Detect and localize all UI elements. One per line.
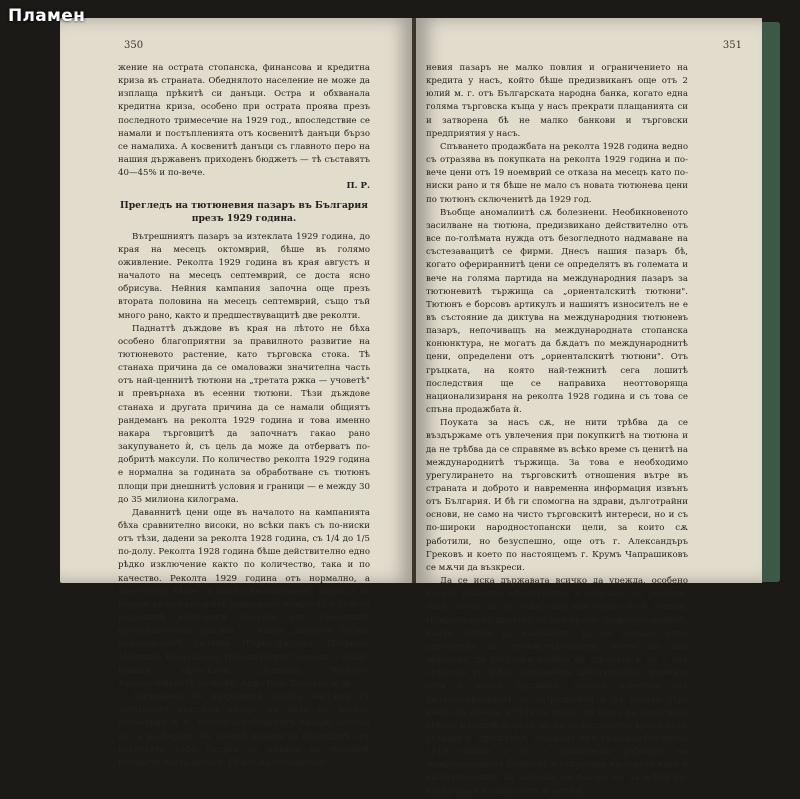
signature: П. Р. [346,181,370,192]
paragraph: невия пазаръ не малко повлия и ограничението на кредита у насъ, който бѣше предизвиканъ още отъ 2 юлий м. г. отъ Българската народна банка, когато една голяма търговска къща у насъ прекрати плащанията си и затворена бѣ не малко банкови и търговски предприятия у насъ. [426,63,688,139]
paragraph: Въобще аномалиитѣ сѫ болезнени. Необикновеното засилване на тютюна, предизвикано действително отъ все по-голѣмата нужда отъ безогледното надмаване на състезаващитѣ се фирми. Днесъ нашия пазаръ бѣ, когато оферираннитѣ цени се определятъ въ големата и вече на голяма партида на международния пазаръ за тютюневитѣ тържища са „ориенталскитѣ тютюни". Тютюнъ е борсовъ артикулъ и нашиятъ износителъ не е въ състояние да диктува на международния тютюневъ пазаръ, непочиващъ на международната стопанска конюнктура, не могатъ да бѫдатъ по международнитѣ цени, определени отъ „ориенталскитѣ тютюни". Отъ гръцката, на която най-тежнитѣ сега лошитѣ последствия ще се направиха неоттоворяща национализираня на реколта 1928 година и съ това се спъна продажбата ѝ. [426,207,688,416]
left-page-number: 350 [124,40,144,51]
left-page [60,18,414,768]
intro-paragraph: жение на острата стопанска, финансова и кредитна криза въ страната. Обеднялото население не може да изплаща прѣкитѣ си данъци. Остра и обхванала кредитна криза, особено при острата проява презъ последното тримесечие на 1929 год., впоследствие се намали и постъпленията отъ косвенитѣ данъци бързо се намалиха. А косвенитѣ данъци съ главното перо на нашия държавенъ приходенъ бюджетъ — тѣ съставятъ 40—45% и по-вече. [118,63,370,179]
paragraph: Поуката за насъ сѫ, не нити трѣбва да се въздържаме отъ увлечения при покупкитѣ на тютюна и да не трѣбва да се справяме въ всѣко време съ ценитѣ на международнитѣ тържища. За това е необходимо урегулирането на търговскитѣ отношения вътре въ страната и доброто и навременна информация извънъ отъ България. И бѣ ги спомогна на здрави, дълготрайни основи, не само на чисто търговскитѣ интереси, но и съ по-широки народностопански цели, за които сѫ работили, но безуспешно, още отъ г. Александъръ Грековъ и което по настоящемъ г. Крумъ Чапрашиковъ се мѫчи да възкреси. [426,418,688,573]
right-text-column [426,62,688,799]
paragraph: Затягането на вътрешния пазаръ настѫпи съ затягането външния пазаръ въ края на месецъ октомврий м. г., когато европейскитѣ пазари можеха да се разбератъ, че ценитѣ дадени за партидитѣ отъ реколтата 1928 година се видяха на чуждитѣ купувачи доста високи. При това положение [118,692,370,768]
left-text-column [118,62,370,770]
article-heading: Прегледъ на тютюневия пазаръ въ България презъ 1929 година. [120,199,368,224]
username-label: Пламен [8,6,86,26]
right-page [416,18,762,797]
right-page-number: 351 [722,40,742,51]
paragraph: Вътрешниятъ пазаръ за изтеклата 1929 година, до края на месецъ октомврий, бѣше въ голямо оживление. Реколта 1929 година въ края августъ и началото на месецъ септемврий, се доста ясно обрисува. Нейния кампания започна още презъ втората половина на месецъ септемврий, също тъй много рано, както и предшествуващитѣ две реколти. [118,231,370,321]
book-cover-edge [762,22,780,582]
paragraph: Да се иска държавата всичко да урежда, особено когато известно мѣроприятие е свързано съ разходи, това значи да се чака още най-малко 5—6 години. Нуждата сама диктува на най-прямо заинтересованитѣ, които трѣбва да направятъ, да се създаде едно сдружение на тютюнотърговцитѣ, което да има задачата, да регулира цените въ страната и да е отъ срѣдства въ всѣко отношение действително, момента сега е много трудникъ, защото повечето отъ тютюнотърговцитѣ съ затруднения и не могатъ утре какво ги очаква и тѣхъ се много ли може да извоюватъ твърде малкитѣ жертви, но по съ достатъчно време да се създаде и сдружение, основано при създаването презъ 1919 година и то е фактически работило на международната дейность и съпротива на търговскитѣ и експортьорнитѣ на тютюна, че пазаръ не на всѣки по-ниски цени и затлъстятъ и загуби. [426,576,688,797]
paragraph: Паднаттѣ дъждове въ края на лѣтото не бѣха особено благоприятни за правилното развитие на тютюневото растение, като търговска стока. Тѣ станаха причина да се омаловажи значителна часть отъ най-ценнитѣ тютюни на „третата ржка — учоветѣ" и превърнаха въ есенни тютюни. Тѣзи дъждове станаха и другата причина да се намали общиятъ рандеманъ на реколта 1929 година и това именно накара търговцитѣ да започнатъ гакао рано закупуването ѝ, съ цель да може да отберватъ по-добритѣ максули. По количество реколта 1929 година е нормална за годината за обработване съ тютюнъ площи при днешнитѣ условия и граници — е между 30 до 35 милиона килограма. [118,323,370,505]
open-book [60,18,770,797]
paragraph: Даваннитѣ цени още въ началото на кампанията бѣха сравнително високи, но всѣки пакъ съ по-ниски отъ тѣзи, дадени за реколта 1928 година, съ 1/4 до 1/5 по-долу. Реколта 1928 година бѣше действително едно рѣдко изключение както по количество, така и по качество. Реколта 1929 година отъ нормално, а качеството бѣше съ много необикновено добро и се изрази въ най-високитѣ рандемани между 40 и 50% за редовнитѣ експортни тютюни отъ известнитѣ производителни райони — както джебелъ басма, македонскитѣ тютюни (Горна-Джумая, Петричъ, Мелникъ, Неврокопъ), Пловдивскитѣ тютюни — Кошу-Кавакъ, Орта-Кьой, Дупница, Хасково-Харманлийскитѣ балкани, Ардо-Бою, Кавакли и др. [118,507,370,689]
paragraph: Спъването продажбата на реколта 1928 година ведно съ отразява въ покупката на реколта 1929 година и по-вече цени отъ 19 ноемврий се отказа на месецъ като по-ниски рано и тя бѣше не мало съ новата тютюнева цени по тютюнъ сключенитѣ да 1929 год. [426,141,688,205]
